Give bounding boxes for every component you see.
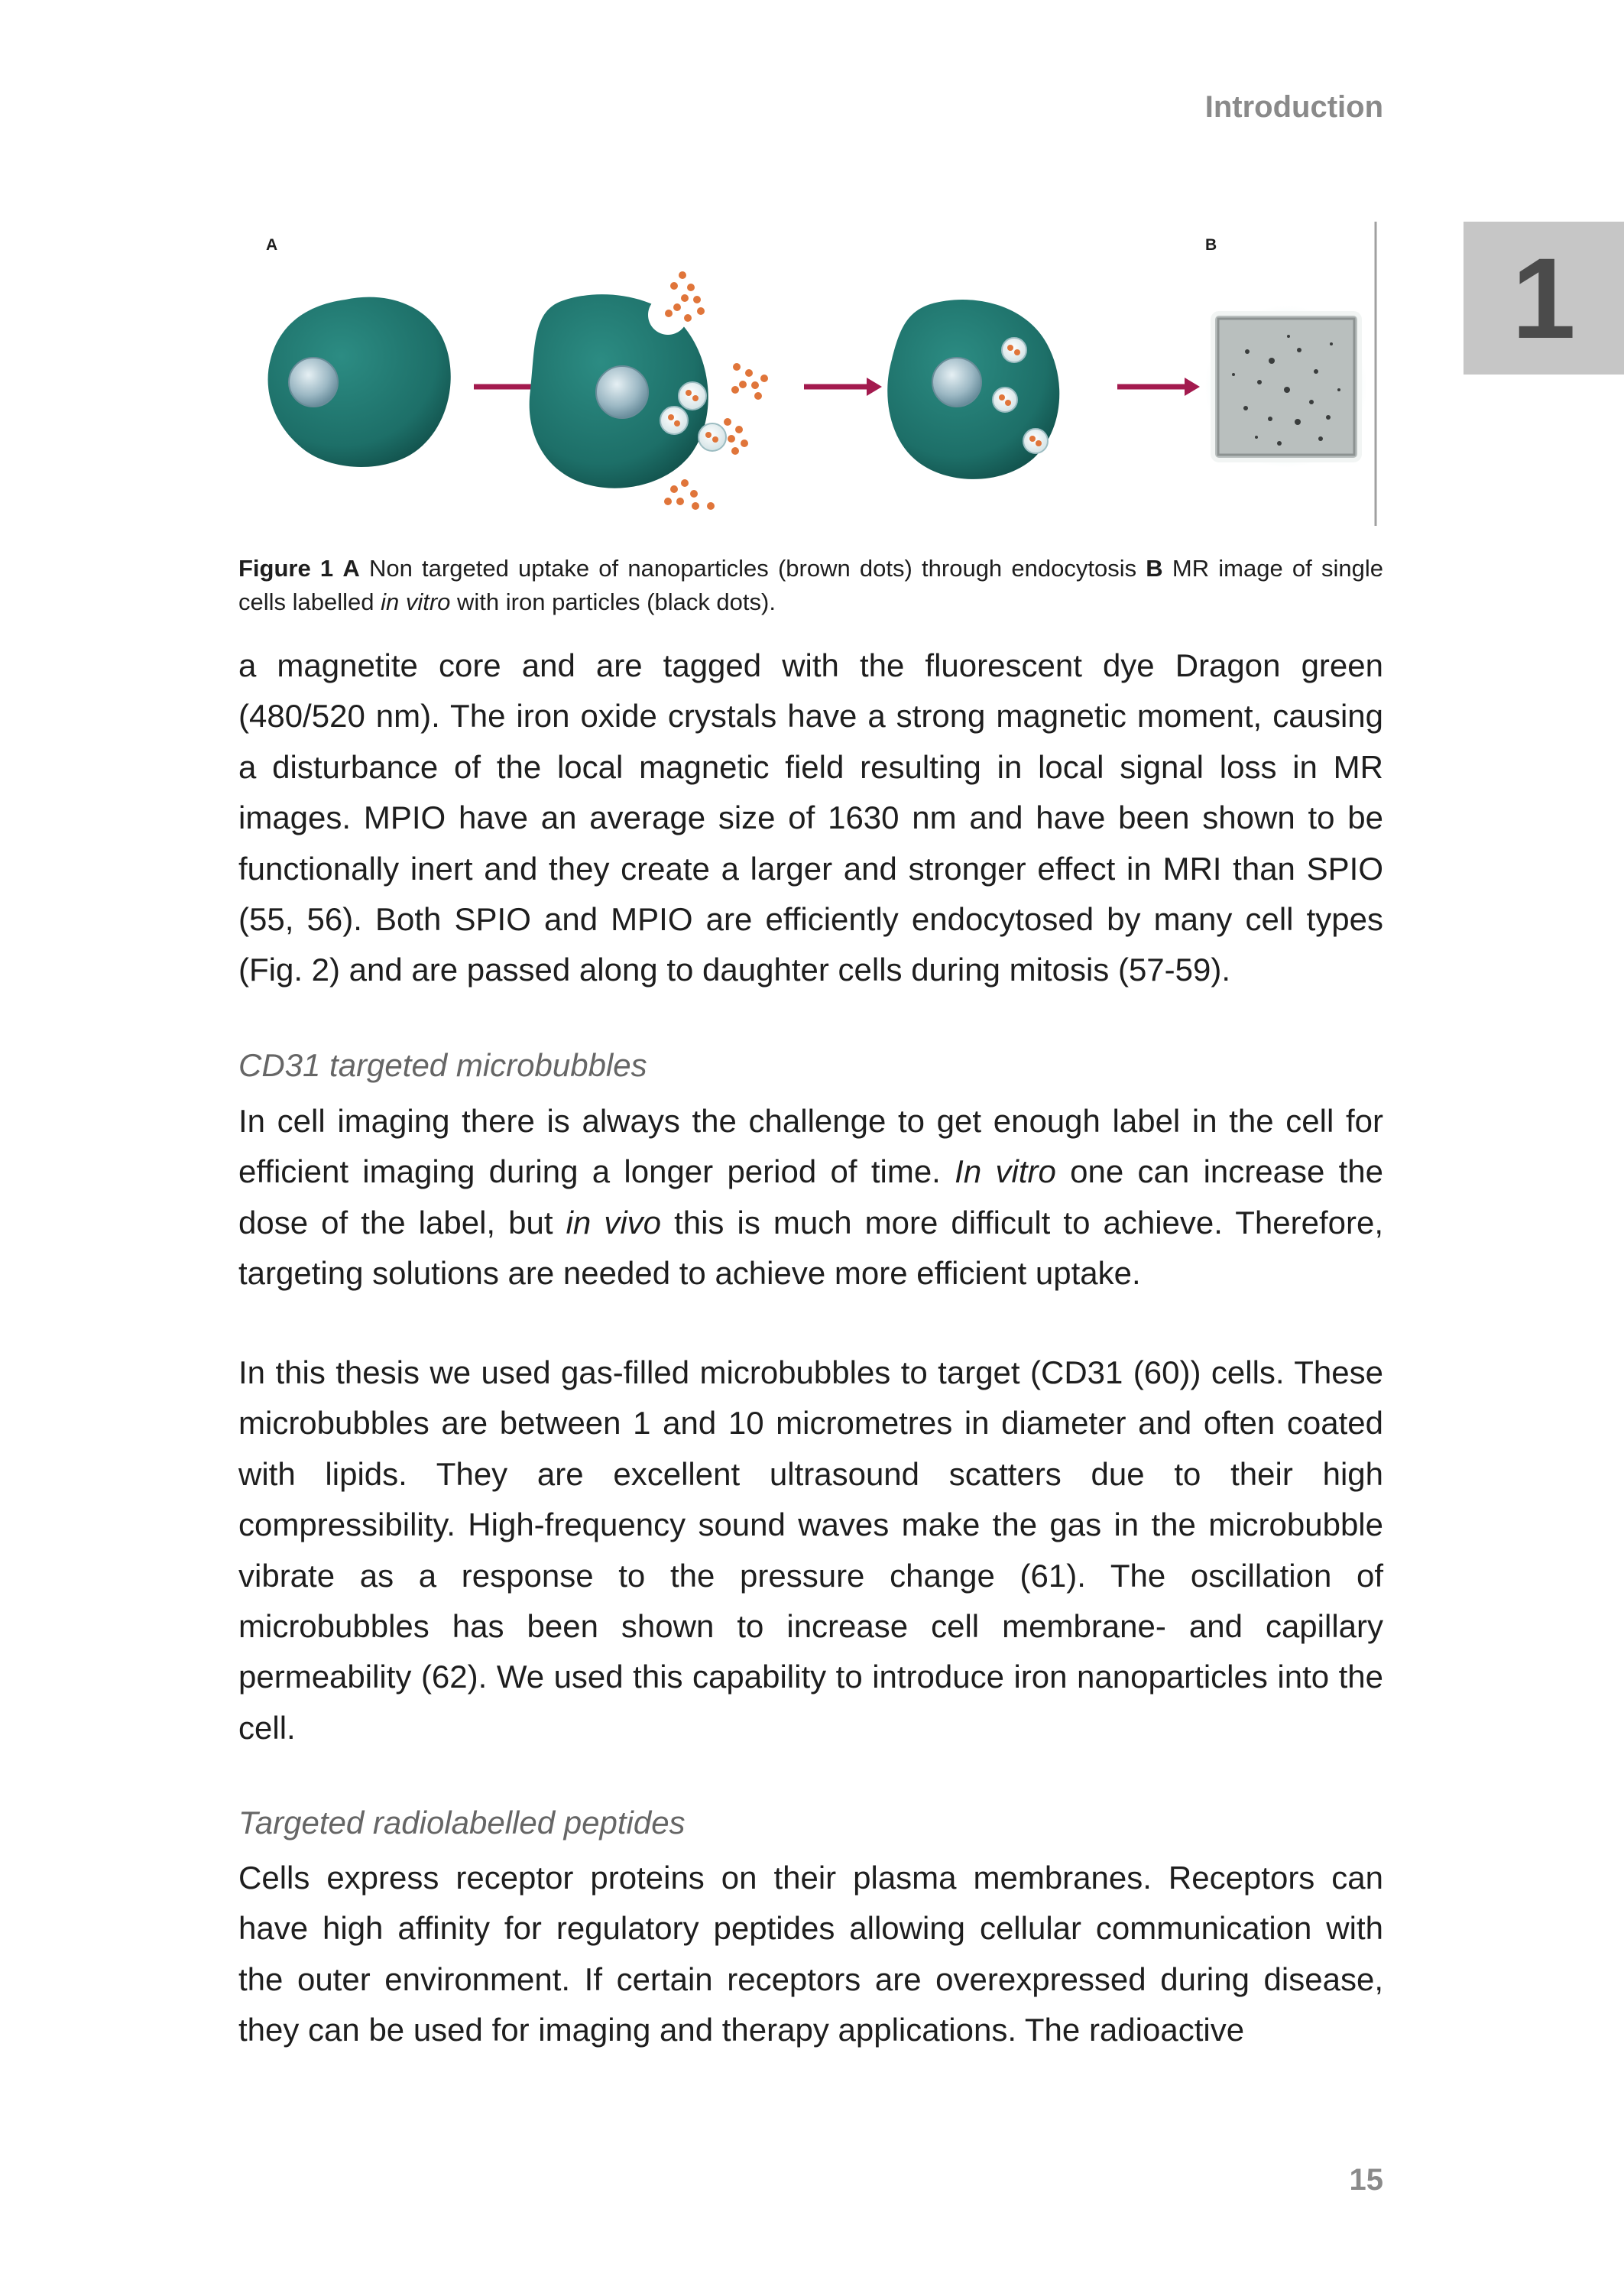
nucleus (596, 366, 648, 418)
section-heading-microbubbles: CD31 targeted microbubbles (238, 1047, 647, 1083)
vesicle (993, 388, 1017, 412)
vesicle (1023, 429, 1048, 453)
arrow-3 (1117, 378, 1200, 396)
figure-illustration (238, 222, 1383, 535)
paragraph-cell-imaging-start: In cell imaging there is always the challenge to get enough label in the cell for efficient imaging during a longer period of time. (238, 1103, 1383, 1190)
caption-part-b-label: B (1146, 555, 1163, 582)
mr-image (1204, 304, 1369, 469)
arrow-2 (804, 378, 882, 396)
caption-part-a-text: Non targeted uptake of nanoparticles (brown dots) through endocytosis (359, 555, 1146, 582)
paragraph-magnetite: a magnetite core and are tagged with the fluorescent dye Dragon green (480/520 nm). The iron oxide crystals have a strong magnetic moment, causing a disturbance of the local magnetic field resulting in local signal loss in MR images. MPIO have an average size of 1630 nm and have been shown to be functionally inert and they create a larger and stronger effect in MRI than SPIO (55, 56). Both SPIO and MPIO are efficiently endocytosed by many cell types (Fig. 2) and are passed along to daughter cells during mitosis (57-59). (238, 647, 1383, 988)
paragraph-cell-imaging-mid: one can increase the dose of the label, but (238, 1153, 1384, 1241)
panel-a-label: A (266, 236, 278, 254)
caption-part-b-text: MR image of single cells labelled (238, 555, 1383, 615)
nucleus (289, 358, 338, 407)
vesicle (660, 407, 688, 434)
cell-1 (268, 297, 451, 467)
paragraph-cell-imaging (238, 1096, 1383, 1299)
figure-caption (238, 552, 1383, 619)
section-heading-peptides: Targeted radiolabelled peptides (238, 1805, 686, 1841)
caption-part-a-label: A (342, 555, 360, 582)
in-vitro-term: In vitro (955, 1153, 1056, 1190)
chapter-tab: 1 (1464, 222, 1624, 375)
caption-part-b-italic: in vitro (381, 589, 451, 615)
vesicle (679, 382, 706, 410)
caption-part-b-text-end: with iron particles (black dots). (450, 589, 776, 615)
cell-3 (887, 300, 1059, 479)
vesicle (1002, 338, 1026, 362)
figure-1 (238, 222, 1383, 535)
cell-2 (530, 271, 768, 512)
page-number: 15 (1349, 2163, 1383, 2197)
in-vivo-term: in vivo (566, 1204, 662, 1241)
paragraph-receptors: Cells express receptor proteins on their plasma membranes. Receptors can have high affinity for regulatory peptides allowing cellular communication with the outer environment. If certain receptors are overexpressed during disease, they can be used for imaging and therapy applications. The radioactive (238, 1860, 1383, 2048)
vesicle (699, 423, 726, 451)
paragraph-microbubbles: In this thesis we used gas-filled microbubbles to target (CD31 (60)) cells. These microbubbles are between 1 and 10 micrometres in diameter and often coated with lipids. They are excellent ultrasound scatters due to their high compressibility. High-frequency sound waves make the gas in the microbubble vibrate as a response to the pressure change (61). The oscillation of microbubbles has been shown to increase cell membrane- and capillary permeability (62). We used this capability to introduce iron nanoparticles into the cell. (238, 1354, 1383, 1746)
panel-b-label: B (1205, 236, 1217, 254)
nucleus (932, 358, 981, 407)
figure-label: Figure 1 (238, 555, 334, 582)
running-head: Introduction (1204, 90, 1383, 124)
paragraph-cell-imaging-end: this is much more difficult to achieve. Therefore, targeting solutions are needed to achieve more efficient uptake. (238, 1204, 1383, 1292)
